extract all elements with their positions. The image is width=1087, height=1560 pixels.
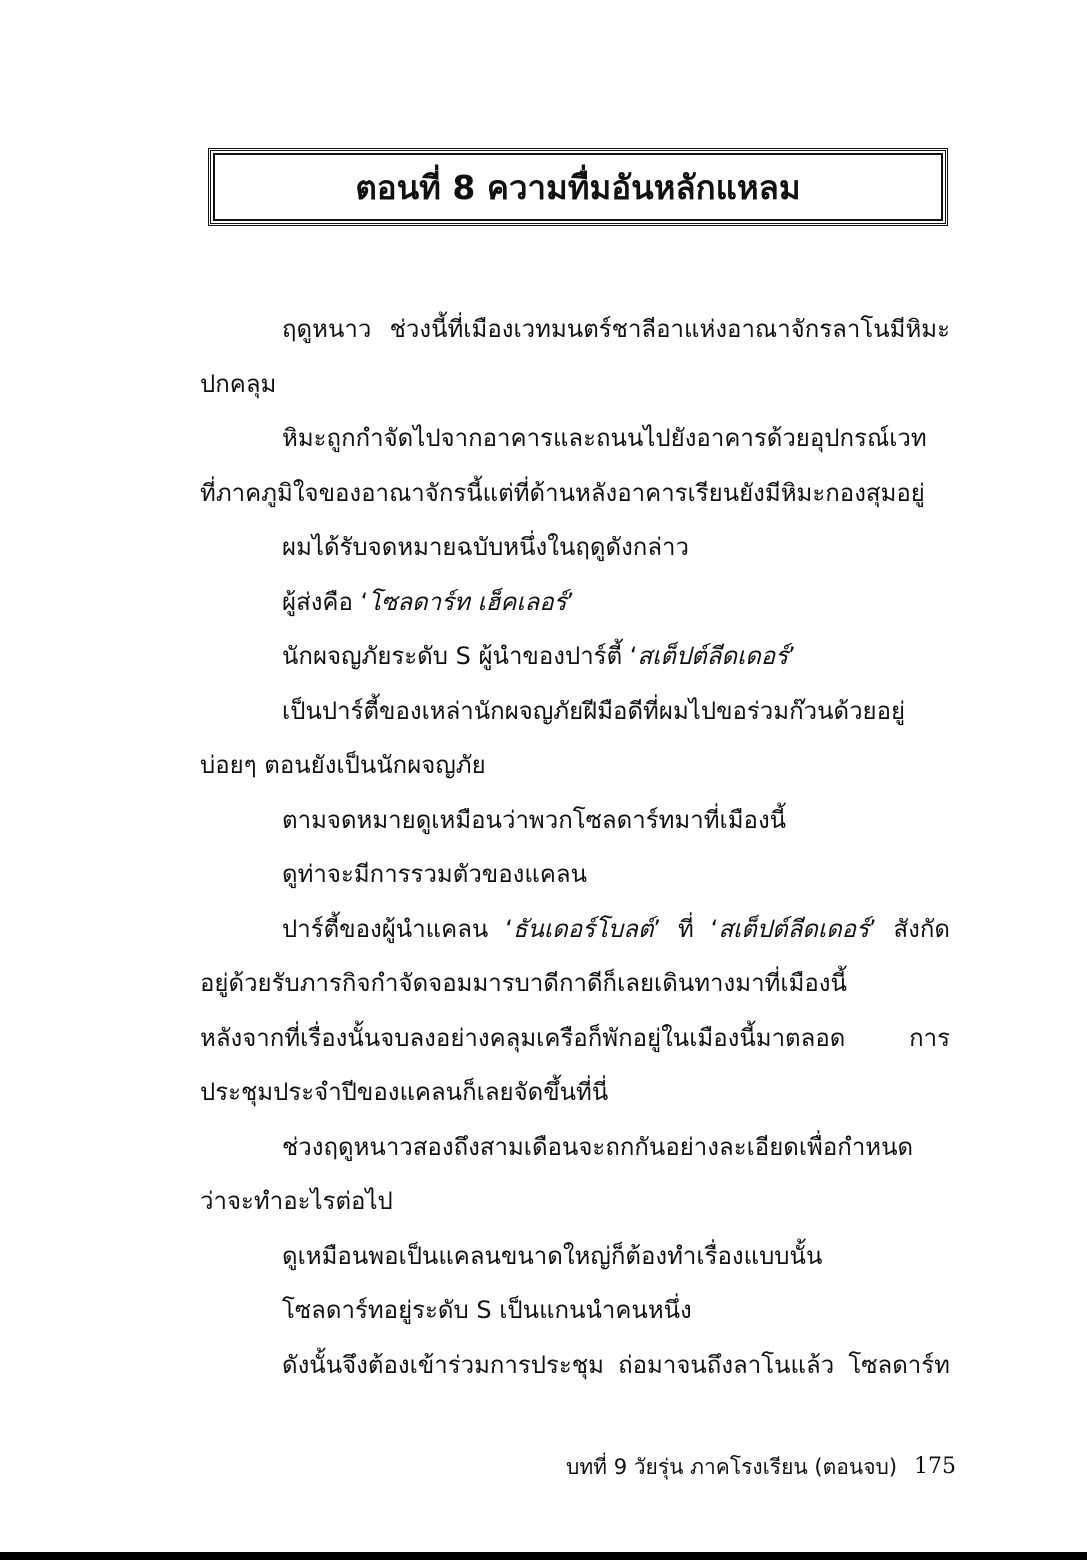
paragraph-line xyxy=(200,902,950,957)
line-text: ’ สังกัด xyxy=(868,914,950,943)
paragraph-line: ช่วงฤดูหนาวสองถึงสามเดือนจะถกกันอย่างละเอียดเพื่อกำหนด xyxy=(282,1132,914,1161)
paragraph-line: ดังนั้นจึงต้องเข้าร่วมการประชุม ถ่อมาจนถึงลาโนแล้ว โซลดาร์ท xyxy=(282,1350,950,1379)
paragraph-line: หลังจากที่เรื่องนั้นจบลงอย่างคลุมเครือก็พักอยู่ในเมืองนี้มาตลอด การ xyxy=(200,1023,950,1052)
paragraph-line: เป็นปาร์ตี้ของเหล่านักผจญภัยฝีมือดีที่ผมไปขอร่วมก๊วนด้วยอยู่ xyxy=(282,696,906,725)
paragraph-line xyxy=(200,575,950,630)
page-footer xyxy=(566,1450,956,1484)
page-number: 175 xyxy=(914,1454,956,1479)
clan-leader-party-name: ธันเดอร์โบลต์ xyxy=(512,914,654,943)
line-text: นักผจญภัยระดับ S ผู้นำของปาร์ตี้ ‘ xyxy=(282,642,638,670)
paragraph-line: ประชุมประจำปีของแคลนก็เลยจัดขึ้นที่นี่ xyxy=(200,1078,609,1106)
paragraph-line: ว่าจะทำอะไรต่อไป xyxy=(200,1187,393,1215)
line-text: ผู้ส่งคือ ‘ xyxy=(282,587,369,616)
line-text: ปาร์ตี้ของผู้นำแคลน ‘ xyxy=(282,914,513,943)
line-text: ’ ที่ ‘ xyxy=(653,914,719,943)
paragraph-line: ตามจดหมายดูเหมือนว่าพวกโซลดาร์ทมาที่เมืองนี้ xyxy=(282,805,787,834)
paragraph-line: หิมะถูกกำจัดไปจากอาคารและถนนไปยังอาคารด้วยอุปกรณ์เวท xyxy=(282,424,927,452)
party-name: สเต็ปต์ลีดเดอร์ xyxy=(718,914,869,943)
party-name: สเต็ปต์ลีดเดอร์ xyxy=(637,642,789,670)
paragraph-line: ดูท่าจะมีการรวมตัวของแคลน xyxy=(282,860,587,888)
line-text: ’ xyxy=(788,642,796,670)
chapter-title: ตอนที่ 8 ความทื่มอันหลักแหลม xyxy=(355,167,801,207)
paragraph-line: ฤดูหนาว ช่วงนี้ที่เมืองเวทมนตร์ชาลีอาแห่งอาณาจักรลาโนมีหิมะ xyxy=(282,315,950,343)
body-text xyxy=(200,302,950,1392)
paragraph-line: ปกคลุม xyxy=(200,369,277,398)
paragraph-line: ที่ภาคภูมิใจของอาณาจักรนี้แต่ที่ด้านหลังอาคารเรียนยังมีหิมะกองสุมอยู่ xyxy=(200,478,925,507)
paragraph-line: โซลดาร์ทอยู่ระดับ S เป็นแกนนำคนหนึ่ง xyxy=(282,1296,692,1324)
paragraph-line: บ่อยๆ ตอนยังเป็นนักผจญภัย xyxy=(200,751,486,779)
running-head: บทที่ 9 วัยรุ่น ภาคโรงเรียน (ตอนจบ) xyxy=(566,1455,898,1479)
bottom-edge-bar xyxy=(0,1552,1087,1560)
sender-name: โซลดาร์ท เฮ็คเลอร์ xyxy=(368,587,567,616)
line-text: ’ xyxy=(566,587,575,616)
paragraph-line xyxy=(200,629,950,684)
paragraph-line: ดูเหมือนพอเป็นแคลนขนาดใหญ่ก็ต้องทำเรื่องแบบนั้น xyxy=(282,1241,823,1270)
paragraph-line: ผมได้รับจดหมายฉบับหนึ่งในฤดูดังกล่าว xyxy=(282,533,689,561)
chapter-heading-box xyxy=(208,148,948,226)
paragraph-line: อยู่ด้วยรับภารกิจกำจัดจอมมารบาดีกาดีก็เลยเดินทางมาที่เมืองนี้ xyxy=(200,969,847,997)
